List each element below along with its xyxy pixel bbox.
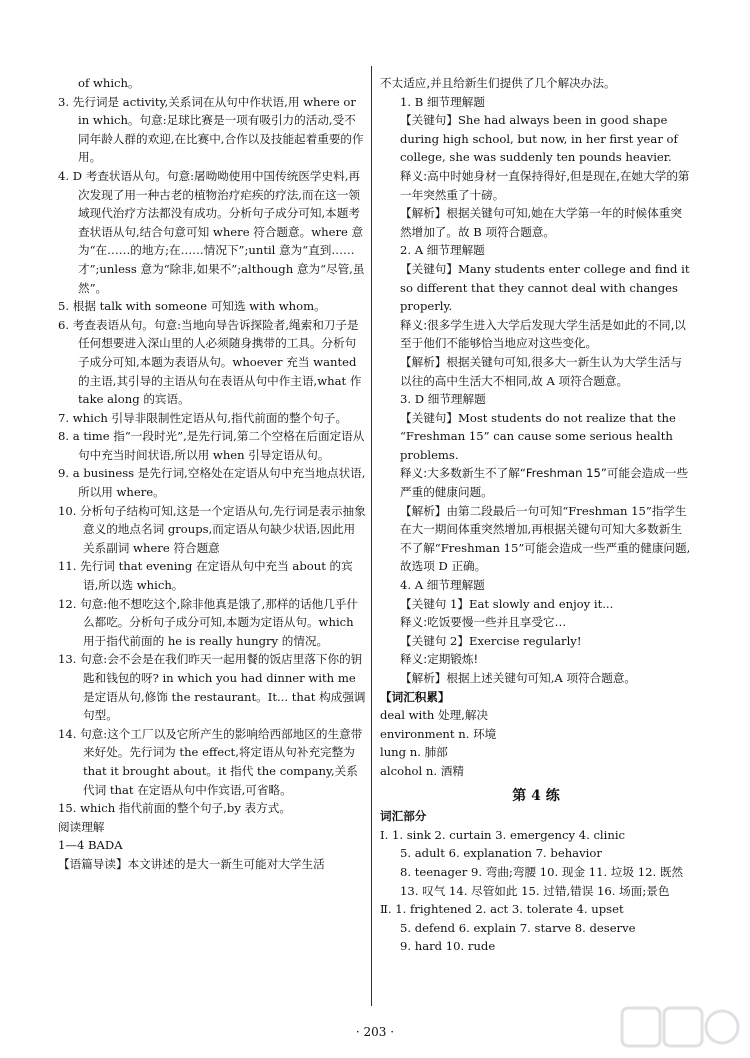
left-line: of which。: [78, 76, 140, 90]
column-divider: [371, 66, 372, 1006]
section-heading: 第 4 练: [512, 787, 560, 804]
left-line: 3. 先行词是 activity,关系词在从句中作状语,用 where or in which。句意:足球比赛是一项有吸引力的活动,受不同年龄人群的欢迎,在比赛中,合作以及技能起着重要的作用。: [58, 94, 364, 165]
right-line: 【解析】根据关键句可知,她在大学第一年的时候体重突然增加了。故 B 项符合题意。: [400, 206, 682, 239]
left-line: 9. a business 是先行词,空格处在定语从句中充当地点状语,所以用 where。: [58, 466, 366, 500]
left-line: 14. 句意:这个工厂以及它所产生的影响给西部地区的生意带来好处。先行词为 the effect,将定语从句补充完整为 that it brought about。it 指代 the company,关系代词 that 在定语从句中作宾语,可省略。: [58, 726, 363, 797]
left-column: [58, 74, 366, 874]
right-line: 【解析】根据上述关键句可知,A 项符合题意。: [400, 671, 637, 685]
left-line: 13. 句意:会不会是在我们昨天一起用餐的饭店里落下你的钥匙和钱包的呀? in which you had dinner with me 是定语从句,修饰 the restaurant。It... that 构成强调句型。: [58, 652, 366, 723]
right-line: 2. A 细节理解题: [400, 243, 485, 258]
right-line: 【关键句 1】Eat slowly and enjoy it...: [400, 596, 614, 611]
left-line: 12. 句意:他不想吃这个,除非他真是饿了,那样的话他几乎什么都吃。分析句子成分可知,本题为定语从句。which 用于指代前面的 he is really hungry 的情况。: [58, 596, 359, 648]
right-line: 【关键句】Many students enter college and find it so different that they cannot deal with changes properly.: [400, 261, 690, 314]
right-line: 4. A 细节理解题: [400, 578, 485, 593]
left-line: 15. which 指代前面的整个句子,by 表方式。: [58, 801, 291, 816]
right-line: 3. D 细节理解题: [400, 392, 486, 407]
left-line: 1—4 BADA: [58, 838, 123, 853]
right-line: 不太适应,并且给新生们提供了几个解决办法。: [380, 76, 616, 90]
right-column: [380, 74, 692, 956]
watermark-logo: [620, 1004, 740, 1050]
left-line: 阅读理解: [58, 819, 105, 834]
right-line: 释义:很多学生进入大学后发现大学生活是如此的不同,以至于他们不能够恰当地应对这些变化。: [400, 317, 686, 351]
right-line: 释义:高中时她身材一直保持得好,但是现在,在她大学的第一年突然重了十磅。: [400, 168, 690, 202]
left-line: 11. 先行词 that evening 在定语从句中充当 about 的宾语,所以选 which。: [58, 559, 353, 593]
left-line: 10. 分析句子结构可知,这是一个定语从句,先行词是表示抽象意义的地点名词 groups,而定语从句缺少状语,因此用关系副词 where 符合题意: [58, 503, 366, 555]
right-line: 5. defend 6. explain 7. starve 8. deserve: [400, 920, 636, 935]
right-line: 释义:大多数新生不了解“Freshman 15”可能会造成一些严重的健康问题。: [400, 466, 689, 500]
right-line: 释义:定期锻炼!: [400, 652, 479, 667]
right-line: 【关键句 2】Exercise regularly!: [400, 633, 582, 648]
left-line: 8. a time 指“一段时光”,是先行词,第二个空格在后面定语从句中充当时间状语,所以用 when 引导定语从句。: [58, 429, 365, 462]
right-line: 【解析】由第二段最后一句可知“Freshman 15”指学生在大一期间体重突然增加,再根据关键句可知大多数新生不了解“Freshman 15”可能会造成一些严重的健康问题,故选项 D 正确。: [400, 503, 691, 574]
right-line: lung n. 肺部: [380, 745, 448, 760]
right-line: environment n. 环境: [380, 726, 497, 741]
left-line: 6. 考查表语从句。句意:当地向导告诉探险者,绳索和刀子是任何想要进入深山里的人必须随身携带的工具。分析句子成分可知,本题为表语从句。whoever 充当 wanted 的主语,其引导的主语从句在表语从句中作主语,what 作 take along 的宾语。: [58, 317, 362, 407]
right-line: 5. adult 6. explanation 7. behavior: [400, 846, 602, 861]
page-number: · 203 ·: [355, 1025, 395, 1039]
right-line: 【词汇积累】: [380, 689, 450, 704]
right-line: 词汇部分: [380, 809, 427, 824]
right-line: 【关键句】Most students do not realize that the “Freshman 15” can cause some serious health problems.: [400, 410, 676, 462]
right-line: Ⅰ. 1. sink 2. curtain 3. emergency 4. clinic: [380, 827, 626, 842]
right-line: Ⅱ. 1. frightened 2. act 3. tolerate 4. upset: [380, 902, 624, 917]
right-line: 【解析】根据关键句可知,很多大一新生认为大学生活与以往的高中生活大不相同,故 A 项符合题意。: [400, 354, 682, 388]
left-line: 7. which 引导非限制性定语从句,指代前面的整个句子。: [58, 410, 348, 425]
right-line: deal with 处理,解决: [380, 708, 489, 723]
left-line: 【语篇导读】本文讲述的是大一新生可能对大学生活: [58, 856, 325, 871]
right-line: alcohol n. 酒精: [380, 763, 464, 778]
right-line: 释义:吃饭要慢一些并且享受它…: [400, 615, 567, 630]
right-line: 9. hard 10. rude: [400, 939, 496, 954]
left-line: 4. D 考查状语从句。句意:屠呦呦使用中国传统医学史料,再次发现了用一种古老的植物治疗疟疾的疗法,而在这一领域现代治疗方法都没有成功。分析句子成分可知,本题考查状语从句,结合句意可知 where 符合题意。where 意为“在……的地方;在……情况下”;until 意为“直到……才”;unless 意为“除非,如果不”;although 意为“尽管,虽然”。: [58, 168, 365, 295]
right-line: 8. teenager 9. 弯曲;弯腰 10. 现金 11. 垃圾 12. 既然 13. 叹气 14. 尽管如此 15. 过错,错误 16. 场面;景色: [400, 864, 684, 898]
left-line: 5. 根据 talk with someone 可知选 with whom。: [58, 299, 326, 314]
right-line: 【关键句】She had always been in good shape during high school, but now, in her first year of college, she was suddenly ten pounds heavier.: [400, 113, 678, 165]
right-line: 1. B 细节理解题: [400, 94, 485, 109]
